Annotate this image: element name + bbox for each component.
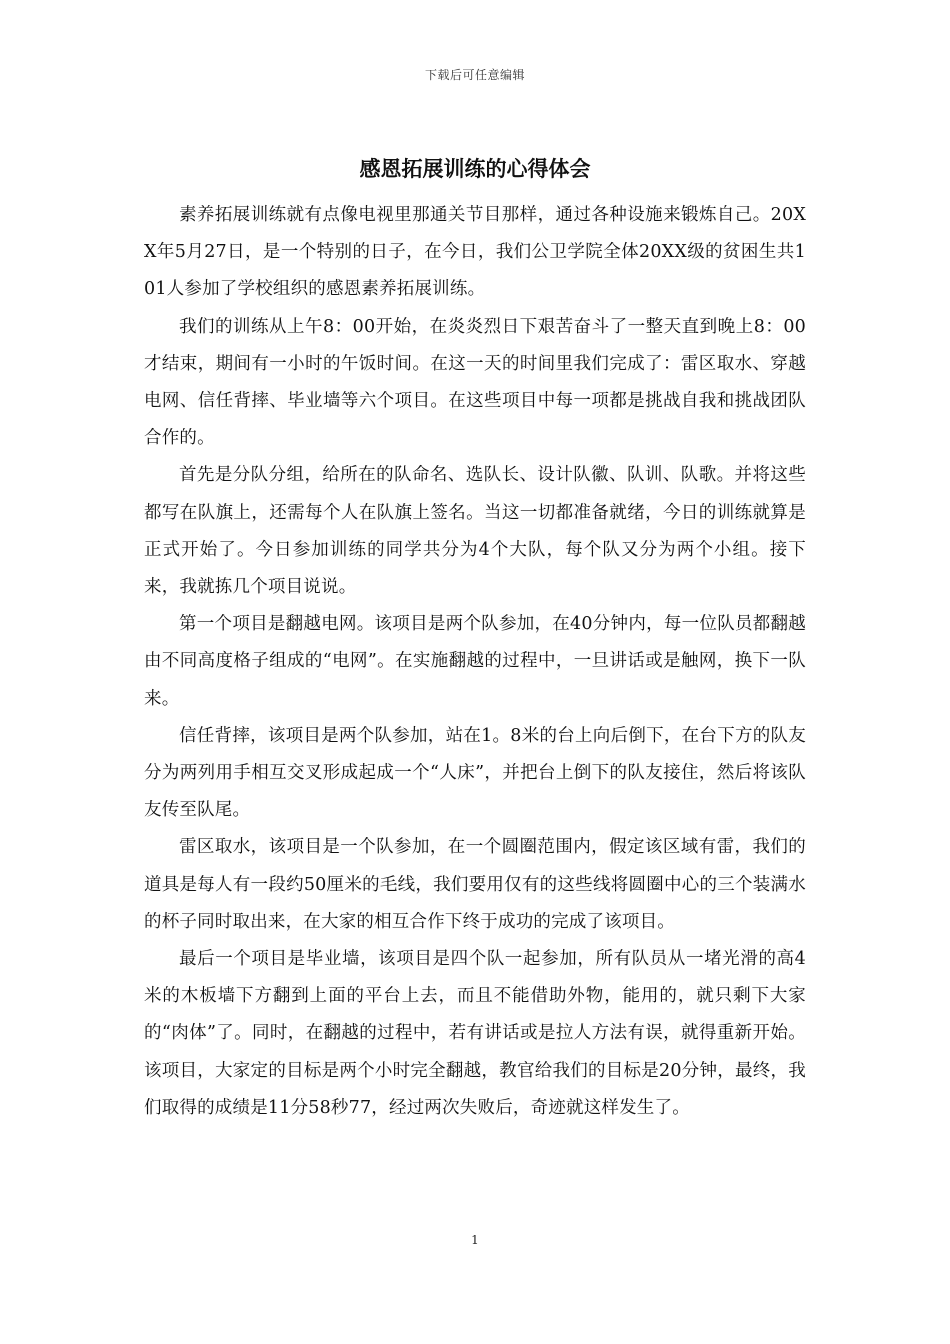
paragraph-intro: 素养拓展训练就有点像电视里那通关节目那样，通过各种设施来锻炼自己。20XX年5月27日，是一个特别的日子，在今日，我们公卫学院全体20XX级的贫困生共101人参加了学校组织的感恩素养拓展训练。 bbox=[144, 205, 806, 300]
paragraph-schedule: 我们的训练从上午8：00开始，在炎炎烈日下艰苦奋斗了一整天直到晚上8：00才结束，期间有一小时的午饭时间。在这一天的时间里我们完成了：雷区取水、穿越电网、信任背摔、毕业墙等六个项目。在这些项目中每一项都是挑战自我和挑战团队合作的。 bbox=[144, 316, 806, 449]
paragraph-electric-net: 第一个项目是翻越电网。该项目是两个队参加，在40分钟内，每一位队员都翻越由不同高度格子组成的“电网”。在实施翻越的过程中，一旦讲话或是触网，换下一队来。 bbox=[144, 614, 806, 709]
paragraph-minefield-water: 雷区取水，该项目是一个队参加，在一个圆圈范围内，假定该区域有雷，我们的道具是每人有一段约50厘米的毛线，我们要用仅有的这些线将圆圈中心的三个装满水的杯子同时取出来，在大家的相互合作下终于成功的完成了该项目。 bbox=[144, 837, 806, 932]
document-body bbox=[144, 197, 806, 1127]
document-title: 感恩拓展训练的心得体会 bbox=[359, 157, 591, 181]
paragraph-trust-fall: 信任背摔，该项目是两个队参加，站在1。8米的台上向后倒下，在台下方的队友分为两列用手相互交叉形成起成一个“人床”，并把台上倒下的队友接住，然后将该队友传至队尾。 bbox=[144, 725, 806, 821]
paragraph-graduation-wall: 最后一个项目是毕业墙，该项目是四个队一起参加，所有队员从一堵光滑的高4米的木板墙下方翻到上面的平台上去，而且不能借助外物，能用的，就只剩下大家的“肉体”了。同时，在翻越的过程中，若有讲话或是拉人方法有误，就得重新开始。该项目，大家定的目标是两个小时完全翻越，教官给我们的目标是20分钟，最终，我们取得的成绩是11分58秒77，经过两次失败后，奇迹就这样发生了。 bbox=[144, 949, 806, 1118]
page-number: 1 bbox=[471, 1233, 479, 1247]
header-note: 下载后可任意编辑 bbox=[424, 68, 525, 82]
paragraph-grouping: 首先是分队分组，给所在的队命名、选队长、设计队徽、队训、队歌。并将这些都写在队旗上，还需每个人在队旗上签名。当这一切都准备就绪，今日的训练就算是正式开始了。今日参加训练的同学共分为4个大队，每个队又分为两个小组。接下来，我就拣几个项目说说。 bbox=[144, 465, 806, 598]
